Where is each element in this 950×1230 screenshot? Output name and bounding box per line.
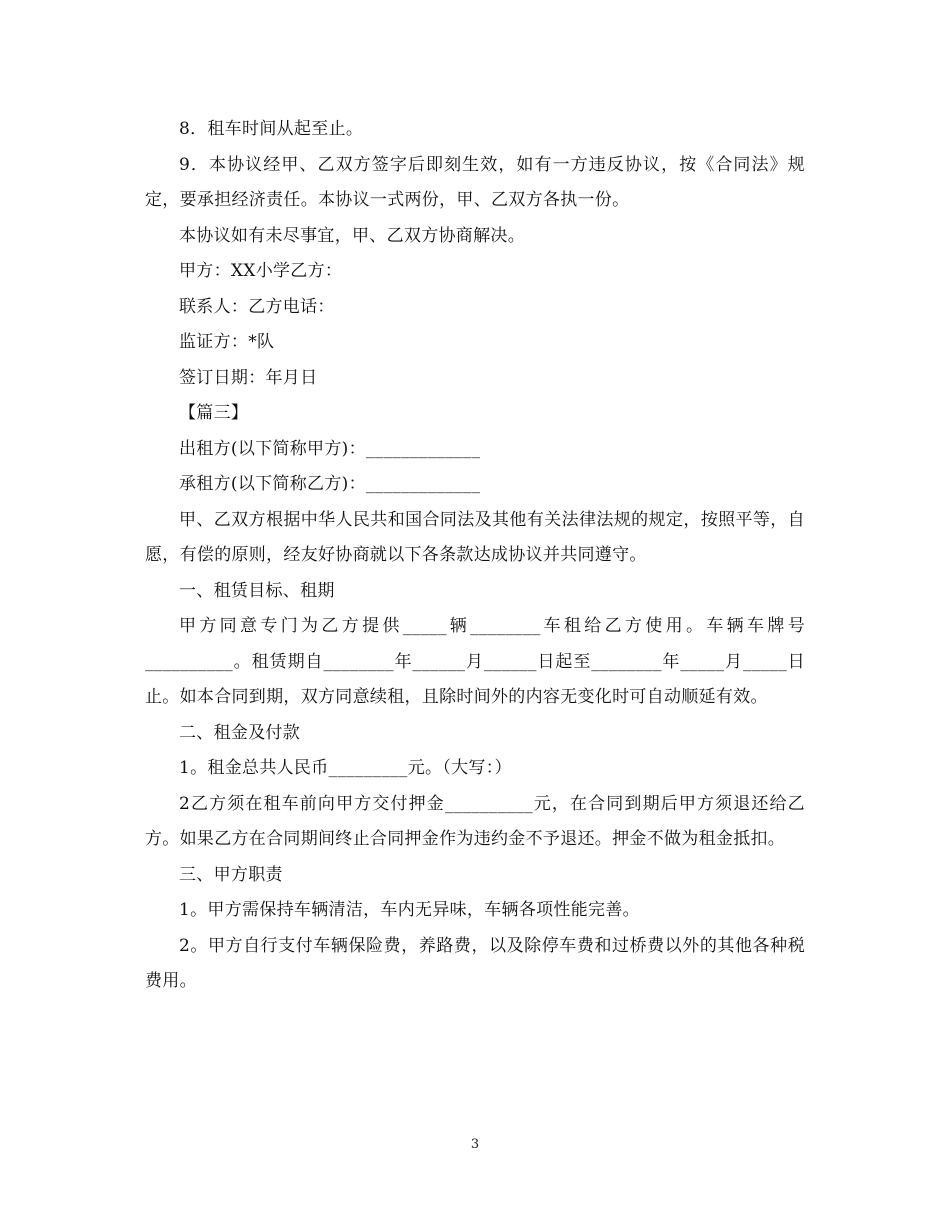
paragraph-sign-date: 签订日期：年月日: [179, 367, 318, 388]
paragraph-clause-8: 8．租车时间从起至止。: [179, 119, 364, 139]
paragraph-rent-total: 1。租金总共人民币_________元。（大写：）: [179, 758, 512, 778]
paragraph-party-a: 甲方：XX小学乙方：: [179, 261, 343, 281]
paragraph-preamble: 甲、乙双方根据中华人民共和国合同法及其他有关法律法规的规定，按照平等，自愿，有偿的原则，经友好协商就以下各条款达成协议并共同遵守。: [145, 509, 805, 565]
paragraph-witness: 监证方：*队: [179, 332, 275, 352]
section-heading-rent-payment: 二、租金及付款: [179, 722, 301, 743]
paragraph-contact: 联系人：乙方电话：: [179, 296, 335, 317]
paragraph-clause-9: 9．本协议经甲、乙双方签字后即刻生效，如有一方违反协议，按《合同法》规定，要承担经济责任。本协议一式两份，甲、乙双方各执一份。: [145, 154, 805, 210]
paragraph-lessor: 出租方(以下简称甲方)：_____________: [179, 438, 481, 459]
paragraph-duty-2: 2。甲方自行支付车辆保险费，养路费，以及除停车费和过桥费以外的其他各种税费用。: [145, 935, 805, 991]
page-number: 3: [470, 1137, 480, 1152]
document-body: [145, 112, 805, 1000]
paragraph-duty-1: 1。甲方需保持车辆清洁，车内无异味，车辆各项性能完善。: [179, 900, 640, 920]
paragraph-lease-details: 甲方同意专门为乙方提供_____辆________车租给乙方使用。车辆车牌号__________。租赁期自________年______月______日起至________年_____月_____日止。如本合同到期，双方同意续租，且除时间外的内容无变化时可自动顺延有效。: [145, 616, 805, 707]
paragraph-deposit: 2乙方须在租车前向甲方交付押金__________元，在合同到期后甲方须退还给乙方。如果乙方在合同期间终止合同押金作为违约金不予退还。押金不做为租金抵扣。: [145, 793, 805, 849]
paragraph-lessee: 承租方(以下简称乙方)：_____________: [179, 474, 481, 494]
section-heading-lessor-duties: 三、甲方职责: [179, 864, 283, 885]
paragraph-unresolved-matters: 本协议如有未尽事宜，甲、乙双方协商解决。: [179, 225, 525, 246]
section-heading-lease-term: 一、租赁目标、租期: [179, 580, 335, 601]
section-heading-part-three: 【篇三】: [179, 403, 249, 423]
